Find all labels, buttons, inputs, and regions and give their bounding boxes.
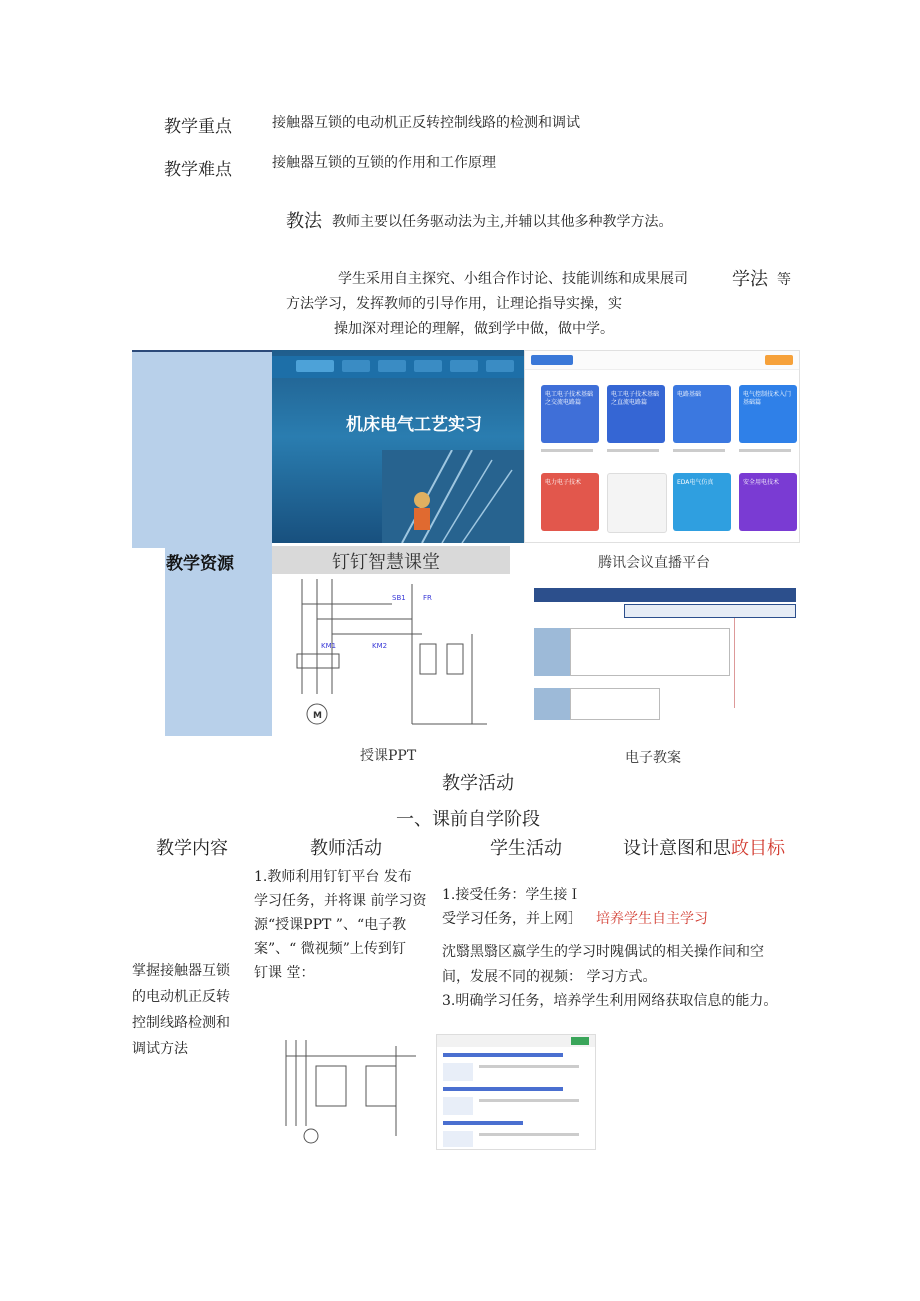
learning-method-line1: 学生采用自主探究、小组合作讨论、技能训练和成果展司 bbox=[338, 271, 688, 287]
teaching-method-text: 教师主要以任务驱动法为主,并辅以其他多种教学方法。 bbox=[332, 214, 673, 230]
video-list-screenshot bbox=[436, 1034, 596, 1150]
intent-text: 培养学生自主学习 bbox=[596, 911, 708, 927]
course-tile-6 bbox=[607, 473, 667, 533]
content-cell: 掌握接触器互锁的电动机正反转控制线路检测和调试方法 bbox=[132, 963, 230, 1057]
difficulties-text: 接触器互锁的互锁的作用和工作原理 bbox=[272, 155, 496, 171]
header-teacher: 教师活动 bbox=[310, 838, 382, 859]
course-tile-1 bbox=[541, 385, 599, 443]
teacher-line-4: 案”、“ 微视频”上传到钉 bbox=[254, 941, 406, 957]
key-points-label: 教学重点 bbox=[164, 117, 232, 137]
key-points-text: 接触器互锁的电动机正反转控制线路的检测和调试 bbox=[272, 115, 580, 131]
course-tile-5 bbox=[541, 473, 599, 531]
course-tile-title: 电工电子技术基础之交流电路篇 bbox=[545, 391, 594, 406]
circuit-label-m: M bbox=[313, 711, 322, 721]
header-content: 教学内容 bbox=[156, 838, 228, 859]
lesson-plan-image bbox=[534, 588, 796, 736]
student-line-2: 受学习任务，并上网］ bbox=[442, 911, 582, 927]
teacher-line-2: 学习任务，并将课 前学习资 bbox=[254, 893, 427, 909]
teacher-line-1: 1.教师利用钉钉平台 发布 bbox=[254, 869, 412, 885]
lesson-plan-label: 电子教案 bbox=[625, 750, 681, 766]
learning-method-label: 学法 bbox=[732, 269, 768, 290]
teaching-method-label: 教法 bbox=[286, 211, 322, 232]
student-line-3: 沈翳黑翳区嬴学生的学习时隗偶试的相关操作间和空 bbox=[442, 944, 764, 960]
learning-method-line2: 方法学习，发挥教师的引导作用，让理论指导实操，实 bbox=[286, 296, 622, 312]
course-tile-7 bbox=[673, 473, 731, 531]
course-tile-8 bbox=[739, 473, 797, 531]
banner-title: 机床电气工艺实习 bbox=[346, 415, 482, 435]
tencent-course-grid bbox=[524, 350, 800, 543]
course-tile-3 bbox=[673, 385, 731, 443]
activity-title: 教学活动 bbox=[442, 773, 514, 794]
circuit-label-fr: FR bbox=[423, 594, 432, 602]
ppt-label: 授课PPT bbox=[360, 748, 417, 764]
ppt-circuit-diagram bbox=[272, 574, 510, 736]
resource-left-strip-lower bbox=[165, 546, 272, 736]
worker-photo bbox=[382, 450, 524, 543]
stage-title: 一、课前自学阶段 bbox=[396, 809, 540, 830]
course-tile-2 bbox=[607, 385, 665, 443]
header-student: 学生活动 bbox=[490, 838, 562, 859]
course-tile-title: 电路基础 bbox=[677, 391, 702, 398]
header-intent: 设计意图和思政目标 bbox=[623, 838, 785, 859]
course-tile-4 bbox=[739, 385, 797, 443]
tencent-label: 腾讯会议直播平台 bbox=[598, 555, 710, 571]
learning-method-suffix: 等 bbox=[777, 272, 791, 288]
course-tile-title: EDA电气仿真 bbox=[677, 479, 714, 486]
course-tile-title: 电力电子技术 bbox=[545, 479, 582, 486]
difficulties-label: 教学难点 bbox=[164, 160, 232, 180]
student-line-1: 1.接受任务：学生接Ｉ bbox=[442, 887, 582, 903]
learning-method-line3: 操加深对理论的理解，做到学中做，做中学。 bbox=[334, 321, 614, 337]
dingtalk-label: 钉钉智慧课堂 bbox=[332, 552, 440, 573]
circuit-label-km2: KM2 bbox=[372, 642, 388, 650]
resources-label: 教学资源 bbox=[166, 554, 234, 574]
teacher-line-5: 钉课 堂： bbox=[254, 965, 315, 981]
student-line-4: 间，发展不同的视频： 学习方式。 bbox=[442, 969, 657, 985]
resource-left-strip bbox=[132, 350, 272, 548]
teacher-line-3: 源“授课PPT ”、“电子教 bbox=[254, 917, 407, 933]
circuit-label-sb1: SB1 bbox=[392, 594, 406, 602]
student-line-5: 3.明确学习任务，培养学生利用网络获取信息的能力。 bbox=[442, 993, 778, 1009]
circuit-diagram-small bbox=[266, 1036, 428, 1148]
course-tile-title: 电工电子技术基础之直流电路篇 bbox=[611, 391, 660, 406]
dingtalk-banner bbox=[272, 350, 524, 543]
course-tile-title: 安全用电技术 bbox=[743, 479, 780, 486]
course-tile-title: 电气控制技术入门基础篇 bbox=[743, 391, 792, 406]
circuit-label-km1: KM1 bbox=[321, 642, 337, 650]
